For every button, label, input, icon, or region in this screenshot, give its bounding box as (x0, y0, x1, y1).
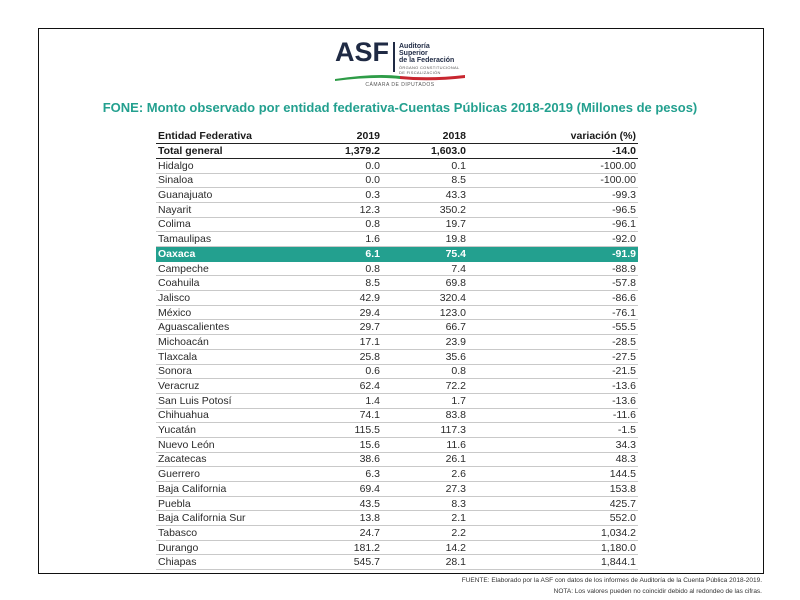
header-2019: 2019 (324, 129, 382, 144)
logo-divider (393, 42, 395, 72)
cell-v2018: 350.2 (382, 202, 468, 217)
cell-variacion: 34.3 (468, 437, 638, 452)
table-row (156, 437, 638, 452)
cell-variacion: -91.9 (468, 247, 638, 262)
table-row (156, 379, 638, 394)
cell-v2018: 8.5 (382, 173, 468, 188)
header-entidad: Entidad Federativa (156, 129, 324, 144)
logo-sub-1: ÓRGANO CONSTITUCIONAL (399, 65, 460, 70)
cell-entidad: Hidalgo (156, 158, 324, 173)
cell-entidad: Chiapas (156, 555, 324, 570)
cell-entidad: Sinaloa (156, 173, 324, 188)
source-note: FUENTE: Elaborado por la ASF con datos de los informes de Auditoría de la Cuenta Pública 2018-2019. (461, 577, 762, 584)
table-row (156, 408, 638, 423)
cell-variacion: -13.6 (468, 379, 638, 394)
cell-variacion: -21.5 (468, 364, 638, 379)
cell-entidad: Tamaulipas (156, 232, 324, 247)
cell-variacion: -96.1 (468, 217, 638, 232)
cell-variacion: -11.6 (468, 408, 638, 423)
table-row (156, 335, 638, 350)
cell-v2018: 7.4 (382, 261, 468, 276)
table-row (156, 364, 638, 379)
cell-v2018: 69.8 (382, 276, 468, 291)
table-row (156, 173, 638, 188)
table-row (156, 540, 638, 555)
cell-v2018: 83.8 (382, 408, 468, 423)
cell-entidad: México (156, 305, 324, 320)
cell-entidad: Durango (156, 540, 324, 555)
cell-variacion: 153.8 (468, 482, 638, 497)
table-row (156, 393, 638, 408)
cell-v2019: 0.8 (324, 261, 382, 276)
header-2018: 2018 (382, 129, 468, 144)
cell-entidad: Sonora (156, 364, 324, 379)
cell-v2019: 8.5 (324, 276, 382, 291)
page-title: FONE: Monto observado por entidad federativa-Cuentas Públicas 2018-2019 (Millones de pesos) (102, 100, 698, 115)
table-row (156, 555, 638, 570)
cell-variacion: -96.5 (468, 202, 638, 217)
logo-line-2: Superior (399, 50, 428, 57)
cell-variacion: 552.0 (468, 511, 638, 526)
cell-entidad: Nayarit (156, 202, 324, 217)
cell-entidad: Colima (156, 217, 324, 232)
cell-variacion: 48.3 (468, 452, 638, 467)
cell-v2019: 0.3 (324, 188, 382, 203)
cell-entidad: Coahuila (156, 276, 324, 291)
cell-entidad: Chihuahua (156, 408, 324, 423)
cell-v2018: 320.4 (382, 291, 468, 306)
cell-entidad: Campeche (156, 261, 324, 276)
cell-v2018: 11.6 (382, 437, 468, 452)
cell-v2019: 17.1 (324, 335, 382, 350)
cell-v2019: 15.6 (324, 437, 382, 452)
table-row-highlighted (156, 247, 638, 262)
cell-v2019: 0.6 (324, 364, 382, 379)
cell-variacion: -28.5 (468, 335, 638, 350)
cell-variacion: -100.00 (468, 173, 638, 188)
cell-variacion: -99.3 (468, 188, 638, 203)
cell-v2019: 6.1 (324, 247, 382, 262)
cell-variacion: 425.7 (468, 496, 638, 511)
table-header-row (156, 129, 638, 144)
cell-v2019: 69.4 (324, 482, 382, 497)
cell-v2018: 19.8 (382, 232, 468, 247)
cell-v2018: 72.2 (382, 379, 468, 394)
cell-v2019: 74.1 (324, 408, 382, 423)
data-table (156, 129, 638, 570)
table-row (156, 423, 638, 438)
cell-variacion: 1,034.2 (468, 526, 638, 541)
cell-v2019: 42.9 (324, 291, 382, 306)
cell-v2019: 29.4 (324, 305, 382, 320)
cell-v2019: 12.3 (324, 202, 382, 217)
cell-v2018: 23.9 (382, 335, 468, 350)
cell-v2019: 25.8 (324, 349, 382, 364)
logo-acronym: ASF (335, 37, 389, 67)
cell-variacion: -76.1 (468, 305, 638, 320)
total-label: Total general (156, 144, 324, 159)
cell-variacion: 1,844.1 (468, 555, 638, 570)
cell-v2019: 0.0 (324, 173, 382, 188)
cell-variacion: -57.8 (468, 276, 638, 291)
cell-entidad: Guanajuato (156, 188, 324, 203)
table-row (156, 261, 638, 276)
cell-v2019: 29.7 (324, 320, 382, 335)
cell-v2019: 0.0 (324, 158, 382, 173)
cell-v2019: 6.3 (324, 467, 382, 482)
cell-v2018: 66.7 (382, 320, 468, 335)
total-row (156, 144, 638, 159)
cell-variacion: 1,180.0 (468, 540, 638, 555)
table-row (156, 511, 638, 526)
cell-variacion: -100.00 (468, 158, 638, 173)
table-row (156, 202, 638, 217)
cell-variacion: -1.5 (468, 423, 638, 438)
total-2018: 1,603.0 (382, 144, 468, 159)
table-row (156, 276, 638, 291)
asf-logo (335, 37, 465, 90)
cell-v2019: 38.6 (324, 452, 382, 467)
cell-v2018: 8.3 (382, 496, 468, 511)
cell-v2018: 26.1 (382, 452, 468, 467)
cell-v2018: 123.0 (382, 305, 468, 320)
cell-v2019: 1.6 (324, 232, 382, 247)
cell-entidad: Nuevo León (156, 437, 324, 452)
cell-variacion: -92.0 (468, 232, 638, 247)
table-row (156, 320, 638, 335)
table-row (156, 526, 638, 541)
flag-swoosh-icon (335, 73, 465, 81)
header-variacion: variación (%) (468, 129, 638, 144)
cell-v2019: 43.5 (324, 496, 382, 511)
cell-v2018: 2.1 (382, 511, 468, 526)
cell-variacion: -27.5 (468, 349, 638, 364)
cell-variacion: -13.6 (468, 393, 638, 408)
table-row (156, 467, 638, 482)
cell-v2018: 27.3 (382, 482, 468, 497)
cell-v2019: 115.5 (324, 423, 382, 438)
table-row (156, 452, 638, 467)
cell-variacion: -55.5 (468, 320, 638, 335)
cell-v2018: 28.1 (382, 555, 468, 570)
table-row (156, 232, 638, 247)
cell-v2018: 0.8 (382, 364, 468, 379)
rounding-note: NOTA: Los valores pueden no coincidir debido al redondeo de las cifras. (553, 588, 762, 595)
cell-v2019: 545.7 (324, 555, 382, 570)
cell-v2018: 2.2 (382, 526, 468, 541)
cell-v2019: 62.4 (324, 379, 382, 394)
cell-entidad: Baja California (156, 482, 324, 497)
cell-entidad: Veracruz (156, 379, 324, 394)
table-row (156, 158, 638, 173)
cell-v2018: 1.7 (382, 393, 468, 408)
cell-v2018: 19.7 (382, 217, 468, 232)
cell-v2019: 13.8 (324, 511, 382, 526)
logo-line-1: Auditoría (399, 43, 430, 50)
cell-entidad: San Luis Potosí (156, 393, 324, 408)
cell-entidad: Puebla (156, 496, 324, 511)
cell-entidad: Aguascalientes (156, 320, 324, 335)
cell-v2018: 14.2 (382, 540, 468, 555)
cell-entidad: Michoacán (156, 335, 324, 350)
cell-v2019: 181.2 (324, 540, 382, 555)
cell-variacion: -88.9 (468, 261, 638, 276)
cell-variacion: 144.5 (468, 467, 638, 482)
cell-entidad: Guerrero (156, 467, 324, 482)
cell-variacion: -86.6 (468, 291, 638, 306)
cell-v2018: 43.3 (382, 188, 468, 203)
cell-entidad: Jalisco (156, 291, 324, 306)
cell-v2018: 75.4 (382, 247, 468, 262)
cell-entidad: Zacatecas (156, 452, 324, 467)
cell-entidad: Baja California Sur (156, 511, 324, 526)
cell-entidad: Oaxaca (156, 247, 324, 262)
table-row (156, 188, 638, 203)
cell-v2019: 1.4 (324, 393, 382, 408)
cell-entidad: Tlaxcala (156, 349, 324, 364)
cell-v2018: 0.1 (382, 158, 468, 173)
cell-v2019: 0.8 (324, 217, 382, 232)
total-2019: 1,379.2 (324, 144, 382, 159)
table-row (156, 217, 638, 232)
table-row (156, 291, 638, 306)
logo-camara: CÁMARA DE DIPUTADOS (365, 82, 435, 88)
logo-sub-2: DE FISCALIZACIÓN (399, 70, 441, 75)
table-row (156, 482, 638, 497)
cell-entidad: Yucatán (156, 423, 324, 438)
cell-v2018: 35.6 (382, 349, 468, 364)
cell-entidad: Tabasco (156, 526, 324, 541)
table-row (156, 349, 638, 364)
total-variacion: -14.0 (468, 144, 638, 159)
cell-v2018: 2.6 (382, 467, 468, 482)
cell-v2018: 117.3 (382, 423, 468, 438)
table-row (156, 305, 638, 320)
cell-v2019: 24.7 (324, 526, 382, 541)
logo-line-3: de la Federación (399, 57, 455, 64)
table-row (156, 496, 638, 511)
